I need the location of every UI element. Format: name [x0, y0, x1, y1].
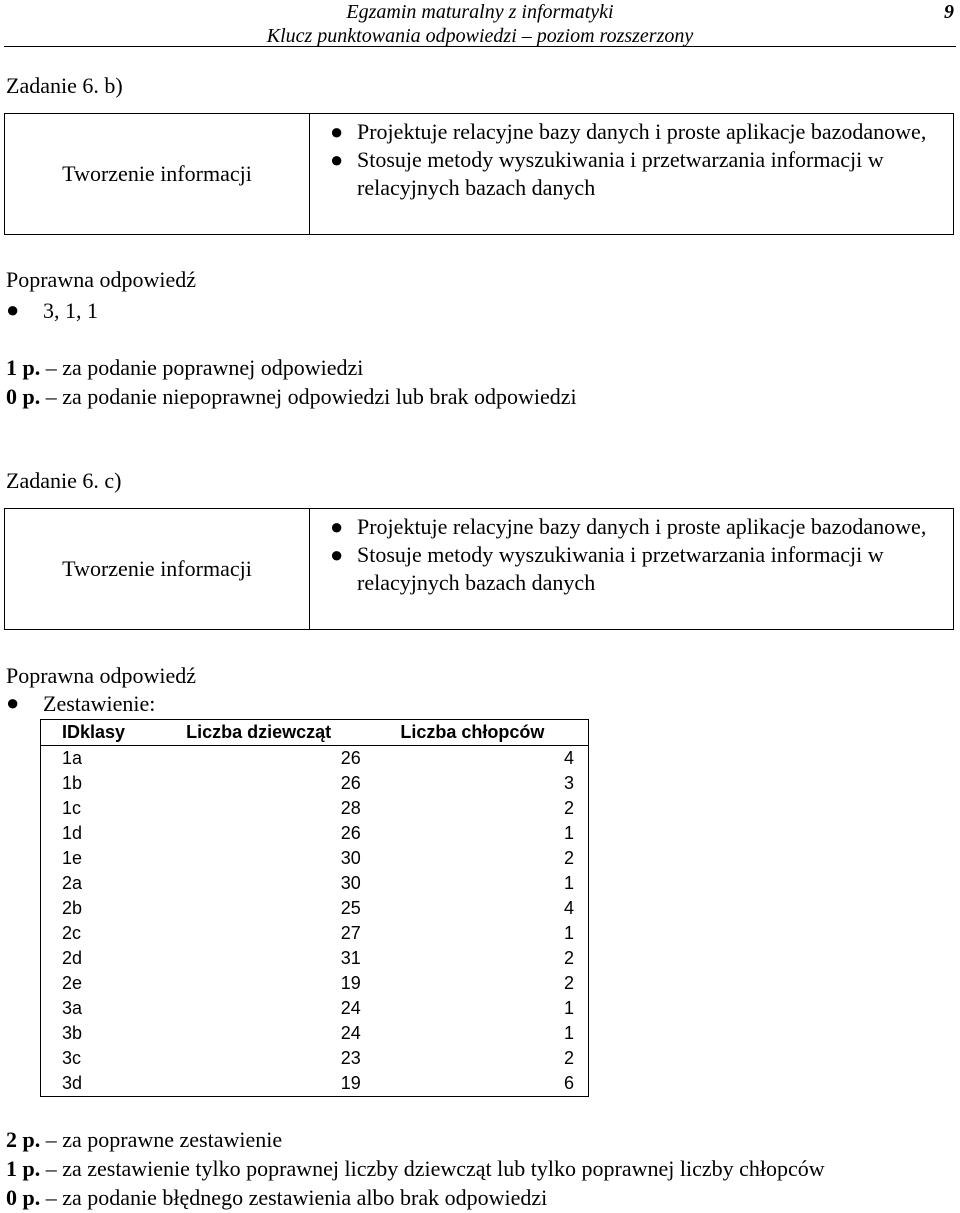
task-b-score-0: 0 p. – za podanie niepoprawnej odpowiedzi lub brak odpowiedzi — [6, 384, 577, 409]
cell-boys: 1 — [563, 823, 574, 843]
bullet-icon: ● — [6, 690, 20, 715]
column-header-idklasy: IDklasy — [41, 720, 157, 746]
cell-idklasy: 2d — [62, 948, 83, 968]
task-b-area: Tworzenie informacji — [5, 114, 310, 234]
table-row — [41, 1021, 588, 1046]
cell-idklasy: 2c — [62, 923, 82, 943]
cell-girls: 25 — [340, 898, 361, 918]
cell-idklasy: 2a — [62, 873, 83, 893]
task-b-requirement-1: ● Projektuje relacyjne bazy danych i proste aplikacje bazodanowe, — [330, 119, 927, 144]
bullet-icon: ● — [330, 514, 344, 539]
cell-boys: 6 — [563, 1073, 574, 1093]
cell-idklasy: 3a — [62, 998, 83, 1018]
cell-idklasy: 2e — [62, 973, 83, 993]
cell-idklasy: 1a — [62, 748, 83, 768]
cell-boys: 2 — [563, 948, 574, 968]
cell-boys: 1 — [563, 923, 574, 943]
cell-boys: 4 — [563, 898, 574, 918]
table-row — [41, 846, 588, 871]
cell-girls: 31 — [340, 948, 361, 968]
cell-boys: 1 — [563, 998, 574, 1018]
column-header-boys: Liczba chłopców — [371, 720, 588, 746]
table-row — [41, 896, 588, 921]
result-table — [40, 719, 589, 1097]
cell-idklasy: 2b — [62, 898, 83, 918]
task-b-requirements-box — [4, 113, 954, 235]
cell-girls: 24 — [340, 998, 361, 1018]
cell-idklasy: 3c — [62, 1048, 82, 1068]
table-header-row — [41, 720, 588, 746]
cell-boys: 2 — [563, 1048, 574, 1068]
task-b-score-1: 1 p. – za podanie poprawnej odpowiedzi — [6, 355, 364, 380]
cell-boys: 3 — [563, 773, 574, 793]
table-row — [41, 996, 588, 1021]
cell-girls: 30 — [340, 873, 361, 893]
cell-idklasy: 1b — [62, 773, 83, 793]
task-c-answer-intro: Zestawienie: — [43, 691, 156, 716]
table-row — [41, 971, 588, 996]
cell-girls: 26 — [340, 823, 361, 843]
cell-girls: 27 — [340, 923, 361, 943]
bullet-icon: ● — [6, 297, 20, 322]
task-c-score-2: 2 p. – za poprawne zestawienie — [6, 1127, 283, 1152]
cell-idklasy: 3d — [62, 1073, 83, 1093]
cell-idklasy: 1d — [62, 823, 83, 843]
cell-girls: 28 — [340, 798, 361, 818]
bullet-icon: ● — [330, 119, 344, 144]
task-c-score-1: 1 p. – za zestawienie tylko poprawnej liczby dziewcząt lub tylko poprawnej liczby chłopców — [6, 1156, 825, 1181]
task-c-requirement-1: ● Projektuje relacyjne bazy danych i proste aplikacje bazodanowe, — [330, 514, 927, 539]
task-b-requirement-2: ● Stosuje metody wyszukiwania i przetwarzania informacji w relacyjnych bazach danych — [330, 147, 884, 200]
cell-girls: 24 — [340, 1023, 361, 1043]
cell-boys: 2 — [563, 798, 574, 818]
task-c-area: Tworzenie informacji — [5, 509, 310, 629]
cell-boys: 1 — [563, 1023, 574, 1043]
cell-boys: 2 — [563, 973, 574, 993]
task-b-requirements — [310, 114, 953, 234]
table-row — [41, 1071, 588, 1096]
cell-boys: 2 — [563, 848, 574, 868]
column-header-girls: Liczba dziewcząt — [157, 720, 371, 746]
cell-girls: 19 — [340, 973, 361, 993]
task-c-requirements-box — [4, 508, 954, 630]
cell-girls: 26 — [340, 773, 361, 793]
bullet-icon: ● — [330, 542, 344, 567]
task-c-requirement-2: ● Stosuje metody wyszukiwania i przetwarzania informacji w relacyjnych bazach danych — [330, 542, 884, 595]
cell-girls: 26 — [340, 748, 361, 768]
page-number: 9 — [944, 1, 954, 23]
task-c-score-0: 0 p. – za podanie błędnego zestawienia albo brak odpowiedzi — [6, 1185, 548, 1210]
cell-idklasy: 1e — [62, 848, 83, 868]
cell-girls: 19 — [340, 1073, 361, 1093]
table-row — [41, 771, 588, 796]
task-c-requirements — [310, 509, 953, 629]
header-key-title: Klucz punktowania odpowiedzi – poziom rozszerzony — [266, 25, 694, 47]
task-b-answer: 3, 1, 1 — [43, 298, 98, 323]
task-c-answer-label: Poprawna odpowiedź — [6, 663, 197, 688]
table-row — [41, 821, 588, 846]
table-row — [41, 1046, 588, 1071]
page-header — [0, 0, 960, 50]
cell-girls: 30 — [340, 848, 361, 868]
cell-idklasy: 1c — [62, 798, 82, 818]
table-row — [41, 746, 588, 772]
table-row — [41, 921, 588, 946]
header-exam-title: Egzamin maturalny z informatyki — [346, 1, 614, 23]
header-rule — [4, 46, 956, 47]
bullet-icon: ● — [330, 147, 344, 172]
cell-girls: 23 — [340, 1048, 361, 1068]
task-c-title: Zadanie 6. c) — [6, 468, 122, 493]
table-row — [41, 796, 588, 821]
task-b-title: Zadanie 6. b) — [6, 73, 123, 98]
table-row — [41, 946, 588, 971]
task-b-answer-label: Poprawna odpowiedź — [6, 267, 197, 292]
cell-boys: 4 — [563, 748, 574, 768]
cell-idklasy: 3b — [62, 1023, 83, 1043]
table-row — [41, 871, 588, 896]
cell-boys: 1 — [563, 873, 574, 893]
